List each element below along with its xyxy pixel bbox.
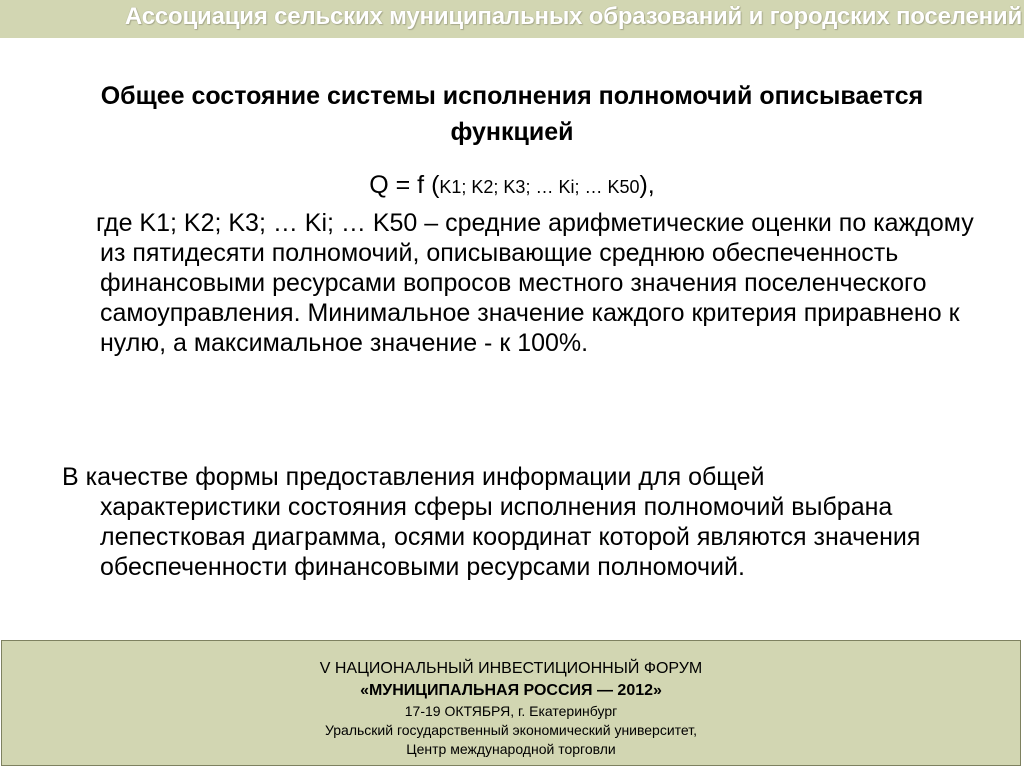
radar-chart-description	[62, 462, 982, 582]
header-band	[0, 0, 1024, 38]
paragraph-continuation: характеристики состояния сферы исполнения полномочий выбрана лепестковая диаграмма, осями координат которой являются значения обеспеченности финансовыми ресурсами полномочий.	[100, 493, 921, 581]
function-formula	[0, 168, 1024, 204]
association-title: Ассоциация сельских муниципальных образований и городских поселений	[124, 3, 1022, 30]
paragraph-first-line: В качестве формы предоставления информации для общей	[62, 463, 765, 491]
formula-close: ),	[639, 171, 655, 199]
formula-lhs: Q = f (	[369, 171, 440, 199]
forum-dates: 17-19 ОКТЯБРЯ, г. Екатеринбург	[404, 703, 618, 719]
forum-title: «МУНИЦИПАЛЬНАЯ РОССИЯ — 2012»	[360, 682, 662, 699]
forum-trade-center: Центр международной торговли	[406, 741, 616, 757]
forum-name: V НАЦИОНАЛЬНЫЙ ИНВЕСТИЦИОННЫЙ ФОРУМ	[319, 660, 703, 677]
slide-title: Общее состояние системы исполнения полномочий описывается функцией	[100, 82, 924, 146]
forum-university: Уральский государственный экономический университет,	[325, 722, 697, 738]
formula-arguments: K1; K2; K3; … Ki; … K50	[439, 177, 640, 197]
forum-footer	[1, 640, 1021, 766]
criteria-description: где K1; K2; K3; … Ki; … K50 – средние арифметические оценки по каждому из пятидесяти полномочий, описывающие среднюю обеспеченность финансовыми ресурсами вопросов местного значения поселенческого самоуправления. Минимальное значение каждого критерия приравнено к нулю, а максимальное значение - к 100%.	[96, 209, 974, 357]
